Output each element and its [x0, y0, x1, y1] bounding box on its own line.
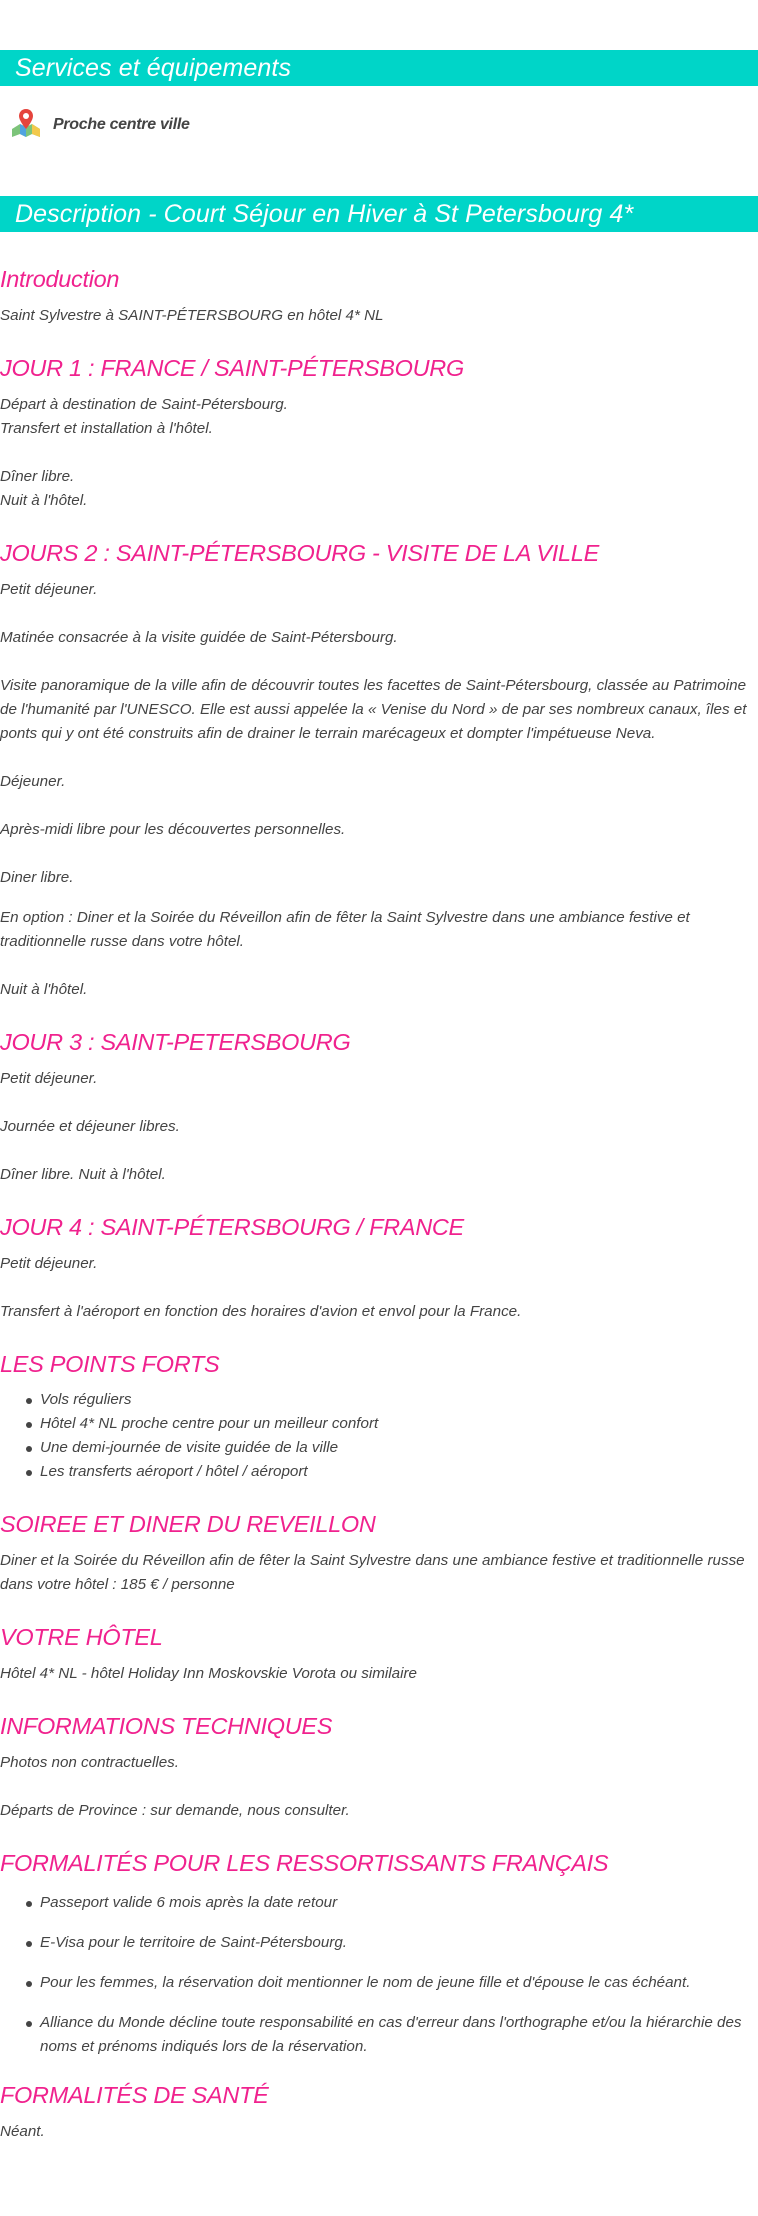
list-item: Pour les femmes, la réservation doit mentionner le nom de jeune fille et d'épouse le cas échéant. [0, 1971, 758, 1995]
hotel-text: Hôtel 4* NL - hôtel Holiday Inn Moskovskie Vorota ou similaire [0, 1665, 418, 1682]
day4-p2: Transfert à l'aéroport en fonction des horaires d'avion et envol pour la France. [0, 1303, 522, 1320]
tech-p1: Photos non contractuelles. [0, 1754, 179, 1771]
day2-heading: JOURS 2 : SAINT-PÉTERSBOURG - VISITE DE LA VILLE [0, 540, 599, 566]
day2-p8: Nuit à l'hôtel. [0, 981, 88, 998]
day2-p7: En option : Diner et la Soirée du Réveillon afin de fêter la Saint Sylvestre dans une ambiance festive et traditionnelle russe dans votre hôtel. [0, 909, 690, 950]
day1-heading: JOUR 1 : FRANCE / SAINT-PÉTERSBOURG [0, 355, 464, 381]
amenity-label: Proche centre ville [53, 116, 190, 133]
tech-heading: INFORMATIONS TECHNIQUES [0, 1713, 333, 1739]
reveillon-text: Diner et la Soirée du Réveillon afin de fêter la Saint Sylvestre dans une ambiance festive et traditionnelle russe dans votre hôtel : 185 € / personne [0, 1552, 745, 1593]
day2-p5: Après-midi libre pour les découvertes personnelles. [0, 821, 346, 838]
list-item: Hôtel 4* NL proche centre pour un meilleur confort [0, 1412, 758, 1436]
day1-line-2: Transfert et installation à l'hôtel. [0, 420, 213, 437]
day4-p1: Petit déjeuner. [0, 1255, 98, 1272]
health-heading: FORMALITÉS DE SANTÉ [0, 2082, 269, 2108]
day2-p6: Diner libre. [0, 869, 74, 886]
services-section-title: Services et équipements [0, 50, 758, 86]
list-item: Passeport valide 6 mois après la date retour [0, 1891, 758, 1915]
reveillon-heading: SOIREE ET DINER DU REVEILLON [0, 1511, 376, 1537]
highlights-list [0, 1388, 758, 1484]
highlights-heading: LES POINTS FORTS [0, 1351, 220, 1377]
intro-text: Saint Sylvestre à SAINT-PÉTERSBOURG en hôtel 4* NL [0, 307, 384, 324]
health-text: Néant. [0, 2123, 45, 2140]
day2-p3: Visite panoramique de la ville afin de découvrir toutes les facettes de Saint-Pétersbourg, classée au Patrimoine de l'humanité par l'UNESCO. Elle est aussi appelée la « Venise du Nord » de par ses nombreux canaux, îles et ponts qui y ont été construits afin de drainer le terrain marécageux et dompter l'impétueuse Neva. [0, 677, 747, 742]
day2-p2: Matinée consacrée à la visite guidée de Saint-Pétersbourg. [0, 629, 398, 646]
list-item: Vols réguliers [0, 1388, 758, 1412]
day1-line-4: Nuit à l'hôtel. [0, 492, 88, 509]
list-item: Une demi-journée de visite guidée de la ville [0, 1436, 758, 1460]
day3-p1: Petit déjeuner. [0, 1070, 98, 1087]
day3-p2: Journée et déjeuner libres. [0, 1118, 180, 1135]
map-pin-icon [10, 107, 42, 144]
description-content [0, 259, 758, 2144]
amenity-item [10, 108, 190, 142]
day3-heading: JOUR 3 : SAINT-PETERSBOURG [0, 1029, 351, 1055]
list-item: Les transferts aéroport / hôtel / aéroport [0, 1460, 758, 1484]
description-section-title: Description - Court Séjour en Hiver à St Petersbourg 4* [0, 196, 758, 232]
intro-heading: Introduction [0, 266, 120, 292]
day1-line-1: Départ à destination de Saint-Pétersbourg. [0, 396, 288, 413]
day4-heading: JOUR 4 : SAINT-PÉTERSBOURG / FRANCE [0, 1214, 464, 1240]
day2-p1: Petit déjeuner. [0, 581, 98, 598]
formalities-list [0, 1891, 758, 2059]
day1-line-3: Dîner libre. [0, 468, 75, 485]
formalities-heading: FORMALITÉS POUR LES RESSORTISSANTS FRANÇAIS [0, 1850, 609, 1876]
day3-p3: Dîner libre. Nuit à l'hôtel. [0, 1166, 166, 1183]
list-item: E-Visa pour le territoire de Saint-Pétersbourg. [0, 1931, 758, 1955]
hotel-heading: VOTRE HÔTEL [0, 1624, 163, 1650]
tech-p2: Départs de Province : sur demande, nous consulter. [0, 1802, 350, 1819]
day2-p4: Déjeuner. [0, 773, 66, 790]
list-item: Alliance du Monde décline toute responsabilité en cas d'erreur dans l'orthographe et/ou la hiérarchie des noms et prénoms indiqués lors de la réservation. [0, 2011, 758, 2059]
